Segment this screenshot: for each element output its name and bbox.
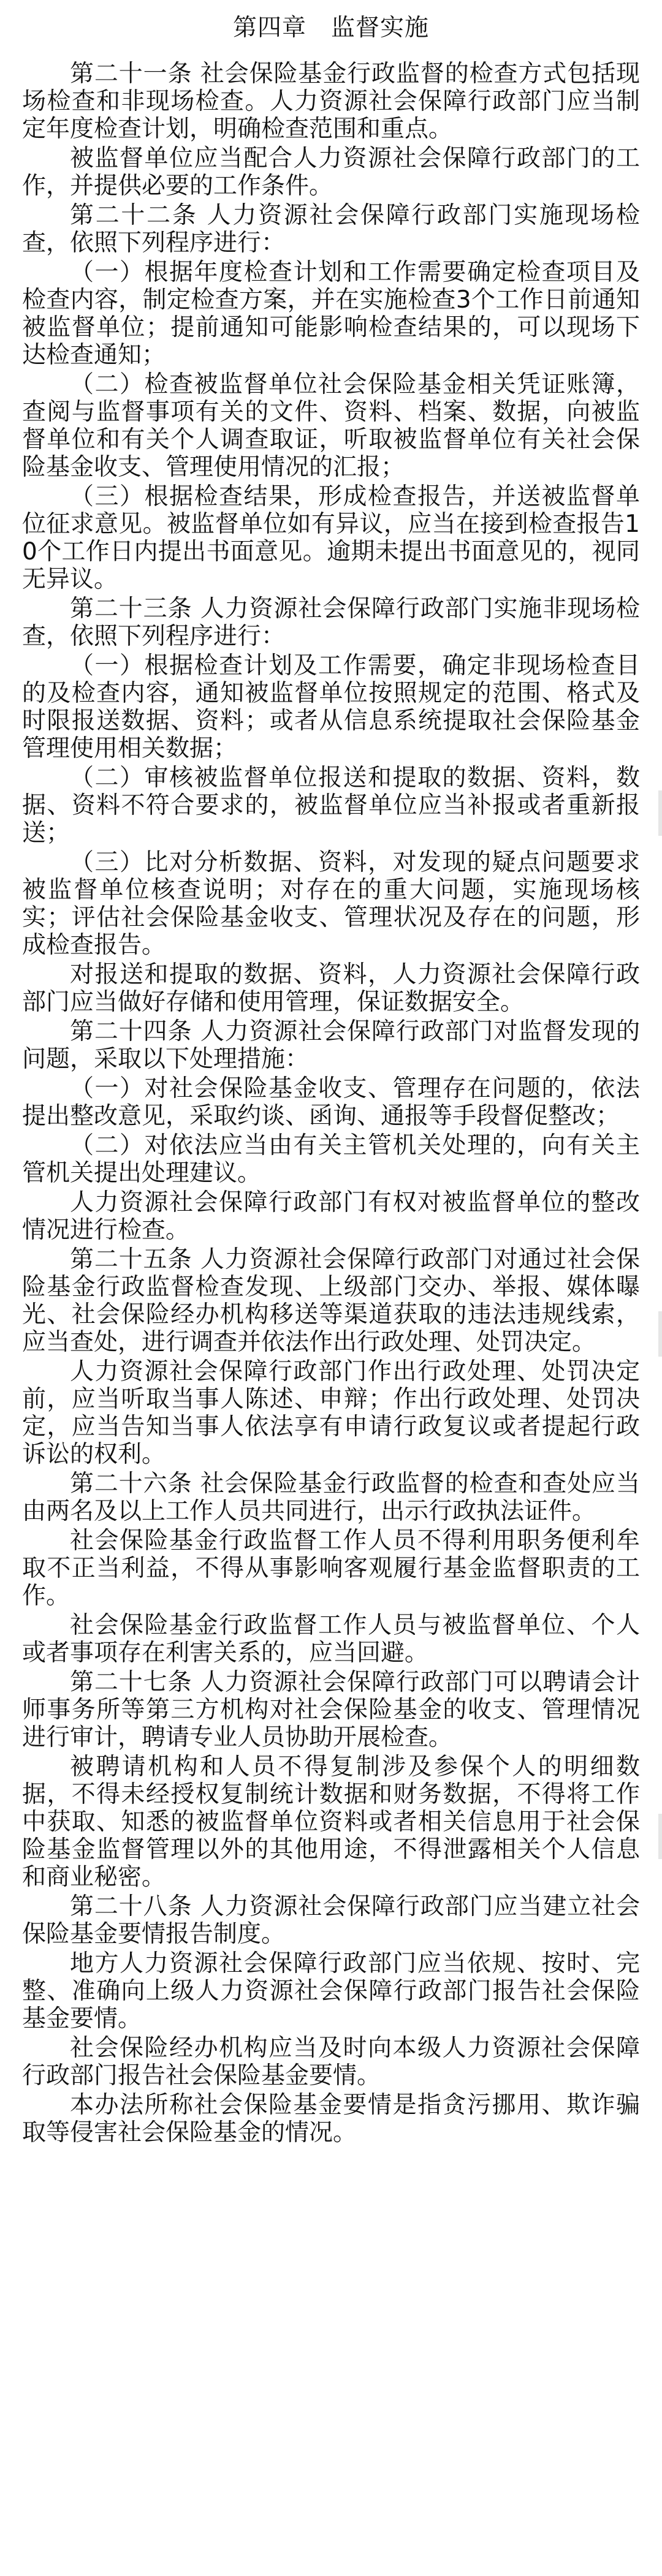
paragraph: 第二十二条 人力资源社会保障行政部门实施现场检查，依照下列程序进行：	[22, 202, 640, 257]
paragraph: 地方人力资源社会保障行政部门应当依规、按时、完整、准确向上级人力资源社会保障行政部门报告社会保险基金要情。	[22, 1950, 640, 2032]
paragraph: （三）根据检查结果，形成检查报告，并送被监督单位征求意见。被监督单位如有异议，应当在接到检查报告10个工作日内提出书面意见。逾期未提出书面意见的，视同无异议。	[22, 483, 640, 593]
paragraph: 社会保险基金行政监督工作人员不得利用职务便利牟取不正当利益，不得从事影响客观履行基金监督职责的工作。	[22, 1527, 640, 1610]
paragraph: 第二十五条 人力资源社会保障行政部门对通过社会保险基金行政监督检查发现、上级部门交办、举报、媒体曝光、社会保险经办机构移送等渠道获取的违法违规线索，应当查处，进行调查并依法作出行政处理、处罚决定。	[22, 1246, 640, 1356]
paragraph: 第二十七条 人力资源社会保障行政部门可以聘请会计师事务所等第三方机构对社会保险基金的收支、管理情况进行审计，聘请专业人员协助开展检查。	[22, 1669, 640, 1751]
paragraph: 社会保险经办机构应当及时向本级人力资源社会保障行政部门报告社会保险基金要情。	[22, 2034, 640, 2089]
paragraph: 对报送和提取的数据、资料，人力资源社会保障行政部门应当做好存储和使用管理，保证数据安全。	[22, 961, 640, 1016]
scroll-edge-mark	[658, 790, 662, 836]
chapter-title: 第四章 监督实施	[232, 14, 429, 42]
paragraph: 人力资源社会保障行政部门作出行政处理、处罚决定前，应当听取当事人陈述、申辩；作出行政处理、处罚决定，应当告知当事人依法享有申请行政复议或者提起行政诉讼的权利。	[22, 1358, 640, 1468]
paragraph: 被监督单位应当配合人力资源社会保障行政部门的工作，并提供必要的工作条件。	[22, 145, 640, 200]
paragraph: （一）根据检查计划及工作需要，确定非现场检查目的及检查内容，通知被监督单位按照规定的范围、格式及时限报送数据、资料；或者从信息系统提取社会保险基金管理使用相关数据；	[22, 652, 640, 762]
paragraph: （三）比对分析数据、资料，对发现的疑点问题要求被监督单位核查说明；对存在的重大问题，实施现场核实；评估社会保险基金收支、管理状况及存在的问题，形成检查报告。	[22, 849, 640, 959]
document-body	[22, 60, 640, 2146]
scroll-edge-mark	[658, 1814, 662, 1859]
paragraph: 本办法所称社会保险基金要情是指贪污挪用、欺诈骗取等侵害社会保险基金的情况。	[22, 2091, 640, 2146]
paragraph: 第二十四条 人力资源社会保障行政部门对监督发现的问题，采取以下处理措施：	[22, 1018, 640, 1073]
paragraph: （一）对社会保险基金收支、管理存在问题的，依法提出整改意见，采取约谈、函询、通报等手段督促整改；	[22, 1075, 640, 1130]
paragraph: （二）对依法应当由有关主管机关处理的，向有关主管机关提出处理建议。	[22, 1132, 640, 1187]
paragraph: 第二十一条 社会保险基金行政监督的检查方式包括现场检查和非现场检查。人力资源社会保障行政部门应当制定年度检查计划，明确检查范围和重点。	[22, 60, 640, 143]
paragraph: 人力资源社会保障行政部门有权对被监督单位的整改情况进行检查。	[22, 1189, 640, 1244]
paragraph: 第二十八条 人力资源社会保障行政部门应当建立社会保险基金要情报告制度。	[22, 1893, 640, 1948]
paragraph: （二）审核被监督单位报送和提取的数据、资料，数据、资料不符合要求的，被监督单位应当补报或者重新报送；	[22, 764, 640, 847]
paragraph: （二）检查被监督单位社会保险基金相关凭证账簿，查阅与监督事项有关的文件、资料、档案、数据，向被监督单位和有关个人调查取证，听取被监督单位有关社会保险基金收支、管理使用情况的汇报；	[22, 371, 640, 481]
paragraph: 社会保险基金行政监督工作人员与被监督单位、个人或者事项存在利害关系的，应当回避。	[22, 1612, 640, 1667]
paragraph: 第二十三条 人力资源社会保障行政部门实施非现场检查，依照下列程序进行：	[22, 595, 640, 650]
scroll-edge-mark	[658, 1311, 662, 1357]
paragraph: 第二十六条 社会保险基金行政监督的检查和查处应当由两名及以上工作人员共同进行，出示行政执法证件。	[22, 1470, 640, 1525]
paragraph: 被聘请机构和人员不得复制涉及参保个人的明细数据，不得未经授权复制统计数据和财务数据，不得将工作中获取、知悉的被监督单位资料或者相关信息用于社会保险基金监督管理以外的其他用途，不得泄露相关个人信息和商业秘密。	[22, 1753, 640, 1891]
paragraph: （一）根据年度检查计划和工作需要确定检查项目及检查内容，制定检查方案，并在实施检查3个工作日前通知被监督单位；提前通知可能影响检查结果的，可以现场下达检查通知；	[22, 259, 640, 369]
